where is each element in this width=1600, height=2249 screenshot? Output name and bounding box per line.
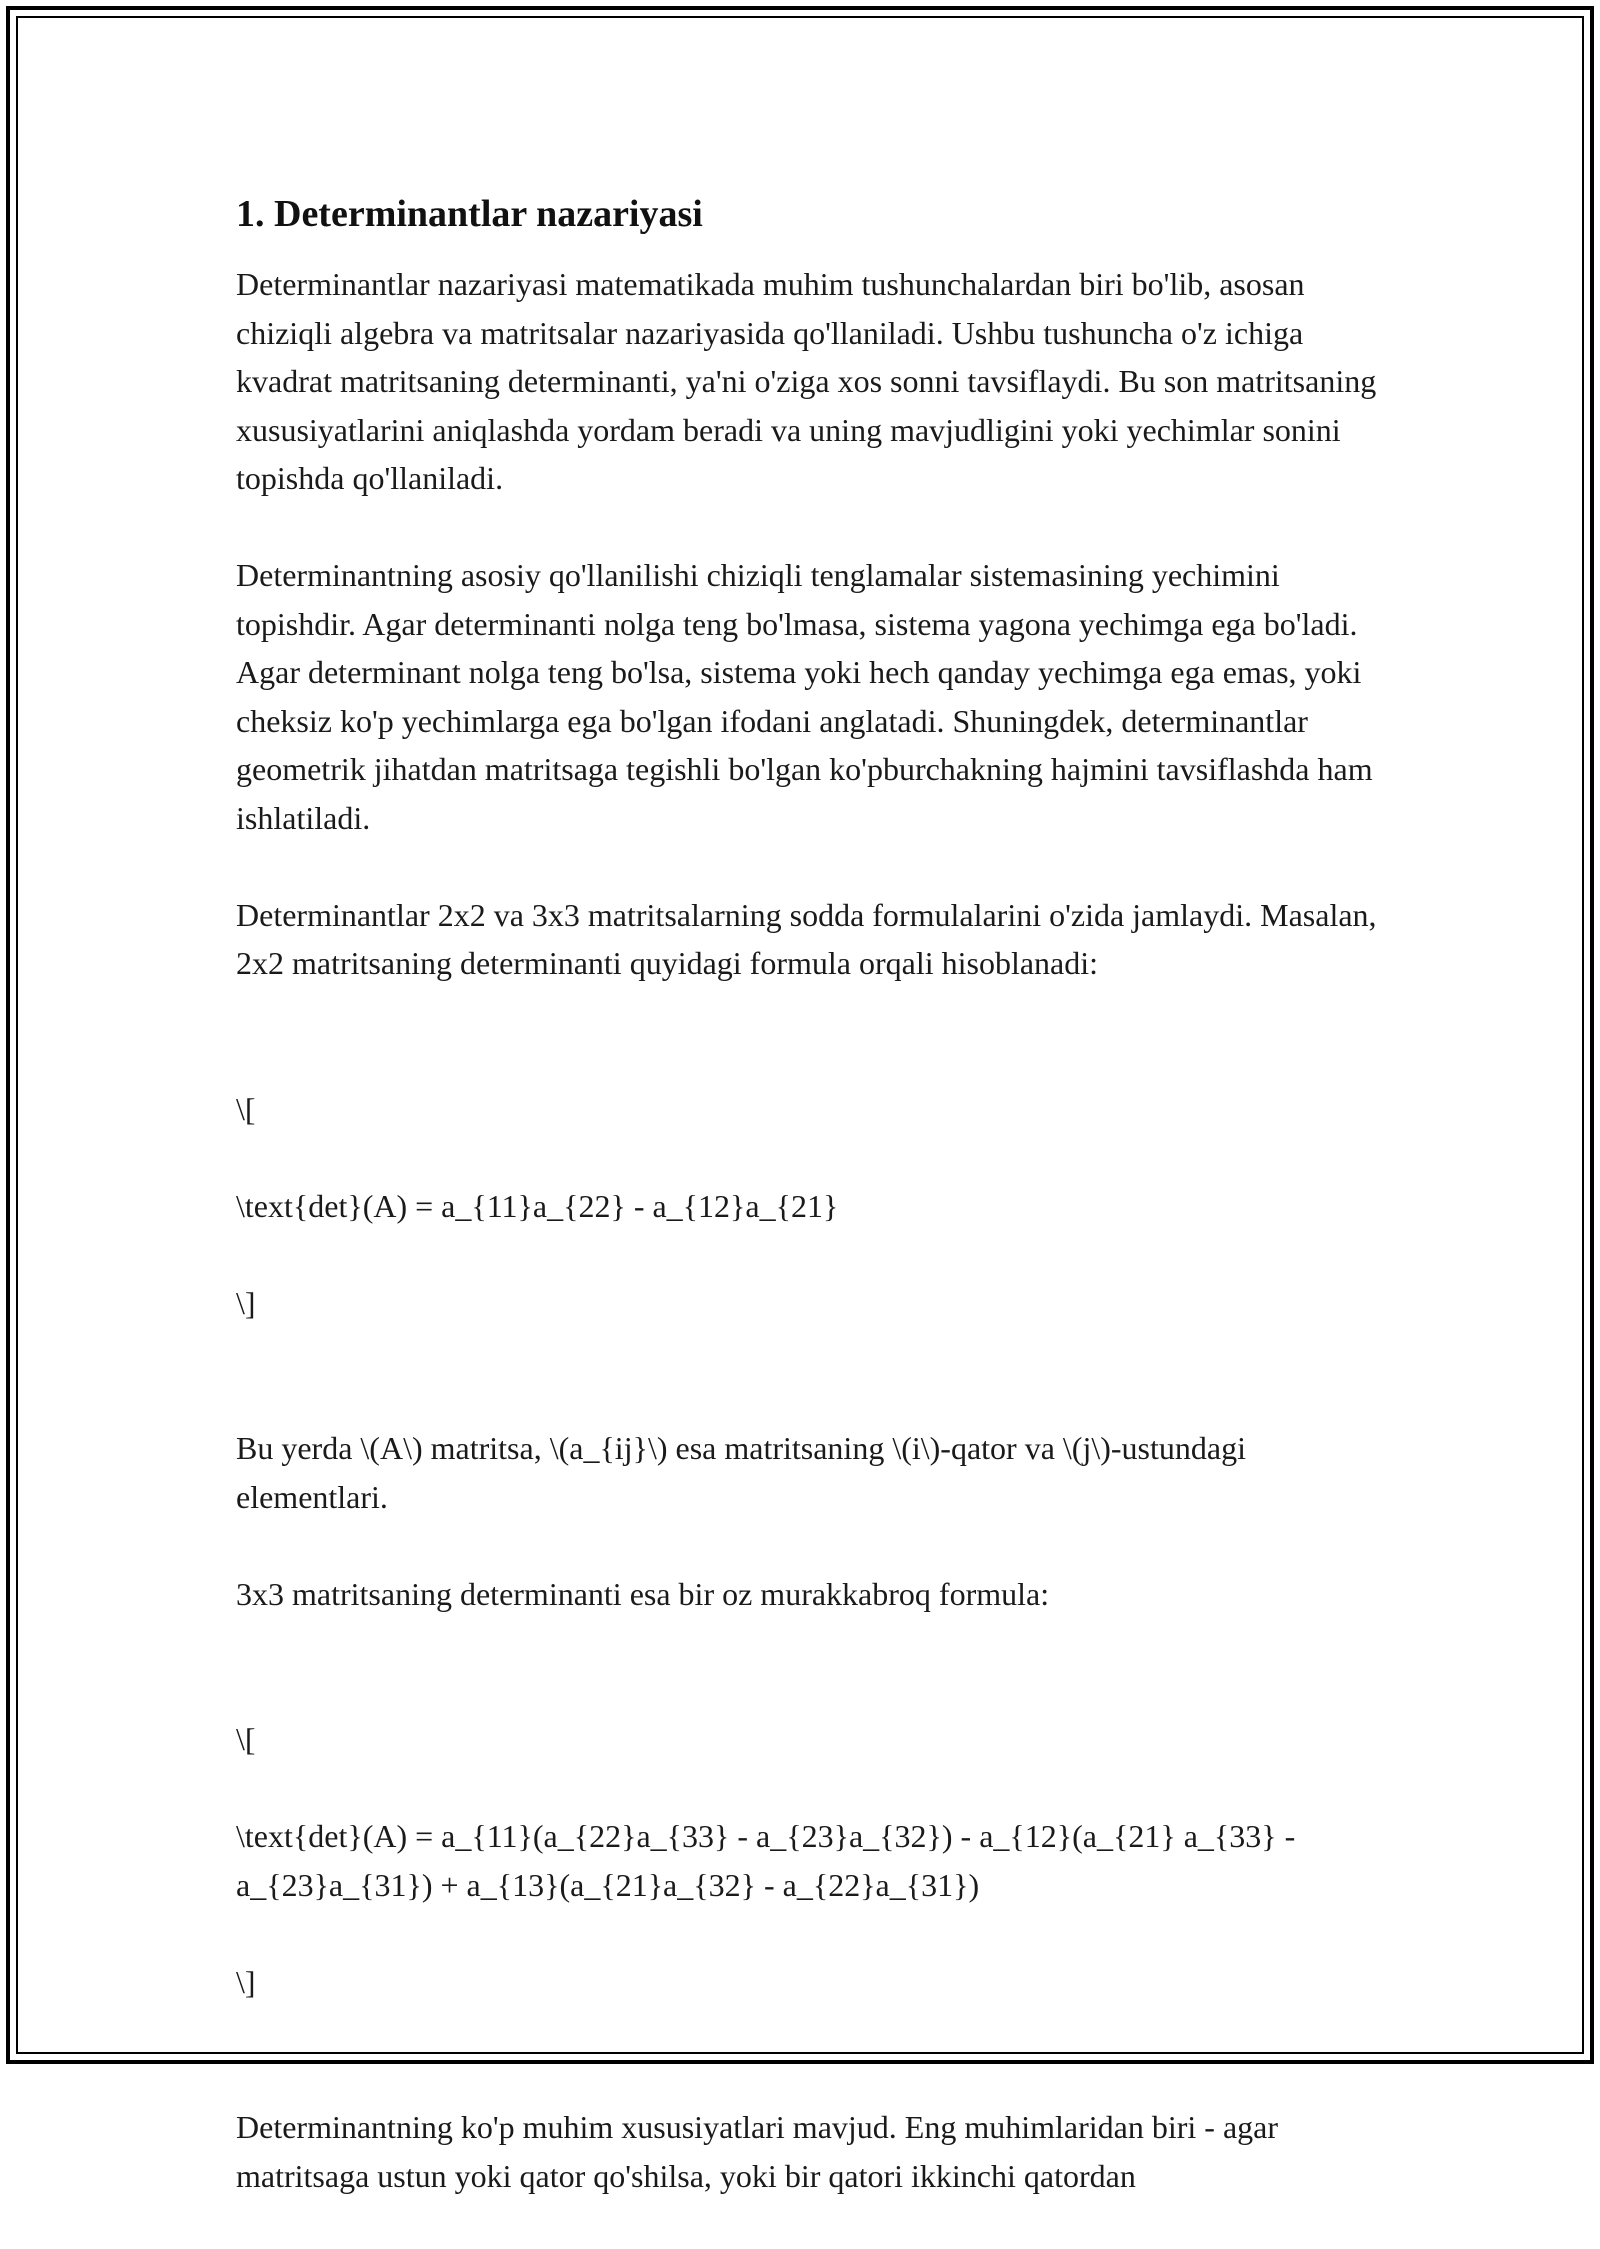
formula-line: \[ xyxy=(236,1721,256,1757)
document-body xyxy=(236,188,1396,2249)
paragraph-formulas-intro: Determinantlar 2x2 va 3x3 matritsalarning sodda formulalarini o'zida jamlaydi. Masalan, 2x2 matritsaning determinanti quyidagi formula orqali hisoblanadi: xyxy=(236,896,1377,981)
paragraph-intro: Determinantlar nazariyasi matematikada muhim tushunchalardan biri bo'lib, asosan chiziqli algebra va matritsalar nazariyasida qo'llaniladi. Ushbu tushuncha o'z ichiga kvadrat matritsaning determinanti, ya'ni o'ziga xos sonni tavsiflaydi. Bu son matritsaning xususiyatlarini aniqlashda yordam beradi va uning mavjudligini yoki yechimlar sonini topishda qo'llaniladi. xyxy=(236,266,1377,496)
formula-line: \text{det}(A) = a_{11}(a_{22}a_{33} - a_{23}a_{32}) - a_{12}(a_{21} a_{33} - a_{23}a_{31}) + a_{13}(a_{21}a_{32} - a_{22}a_{31}) xyxy=(236,1818,1296,1903)
formula-line: \] xyxy=(236,1284,256,1321)
formula-line: \[ xyxy=(236,1090,256,1127)
paragraph-3x3-intro: 3x3 matritsaning determinanti esa bir oz murakkabroq formula: xyxy=(236,1575,1050,1612)
paragraph-usage: Determinantning asosiy qo'llanilishi chiziqli tenglamalar sistemasining yechimini topishdir. Agar determinanti nolga teng bo'lmasa, sistema yagona yechimga ega bo'ladi. Agar determinant nolga teng bo'lsa, sistema yoki hech qanday yechimga ega emas, yoki cheksiz ko'p yechimlarga ega bo'lgan ifodani anglatadi. Shuningdek, determinantlar geometrik jihatdan matritsaga tegishli bo'lgan ko'pburchakning hajmini tavsiflashda ham ishlatiladi. xyxy=(236,557,1373,836)
formula-3x3 xyxy=(236,1667,1396,2055)
formula-line: \] xyxy=(236,1963,256,2000)
formula-2x2 xyxy=(236,1036,1396,1376)
section-heading: 1. Determinantlar nazariyasi xyxy=(236,193,703,235)
paragraph-properties: Determinantning ko'p muhim xususiyatlari mavjud. Eng muhimlaridan biri - agar matritsaga ustun yoki qator qo'shilsa, yoki bir qatori ikkinchi qatordan xyxy=(236,2109,1278,2194)
formula-line: \text{det}(A) = a_{11}a_{22} - a_{12}a_{21} xyxy=(236,1187,839,1224)
paragraph-explanation: Bu yerda \(A\) matritsa, \(a_{ij}\) esa matritsaning \(i\)-qator va \(j\)-ustundagi elementlari. xyxy=(236,1430,1246,1515)
